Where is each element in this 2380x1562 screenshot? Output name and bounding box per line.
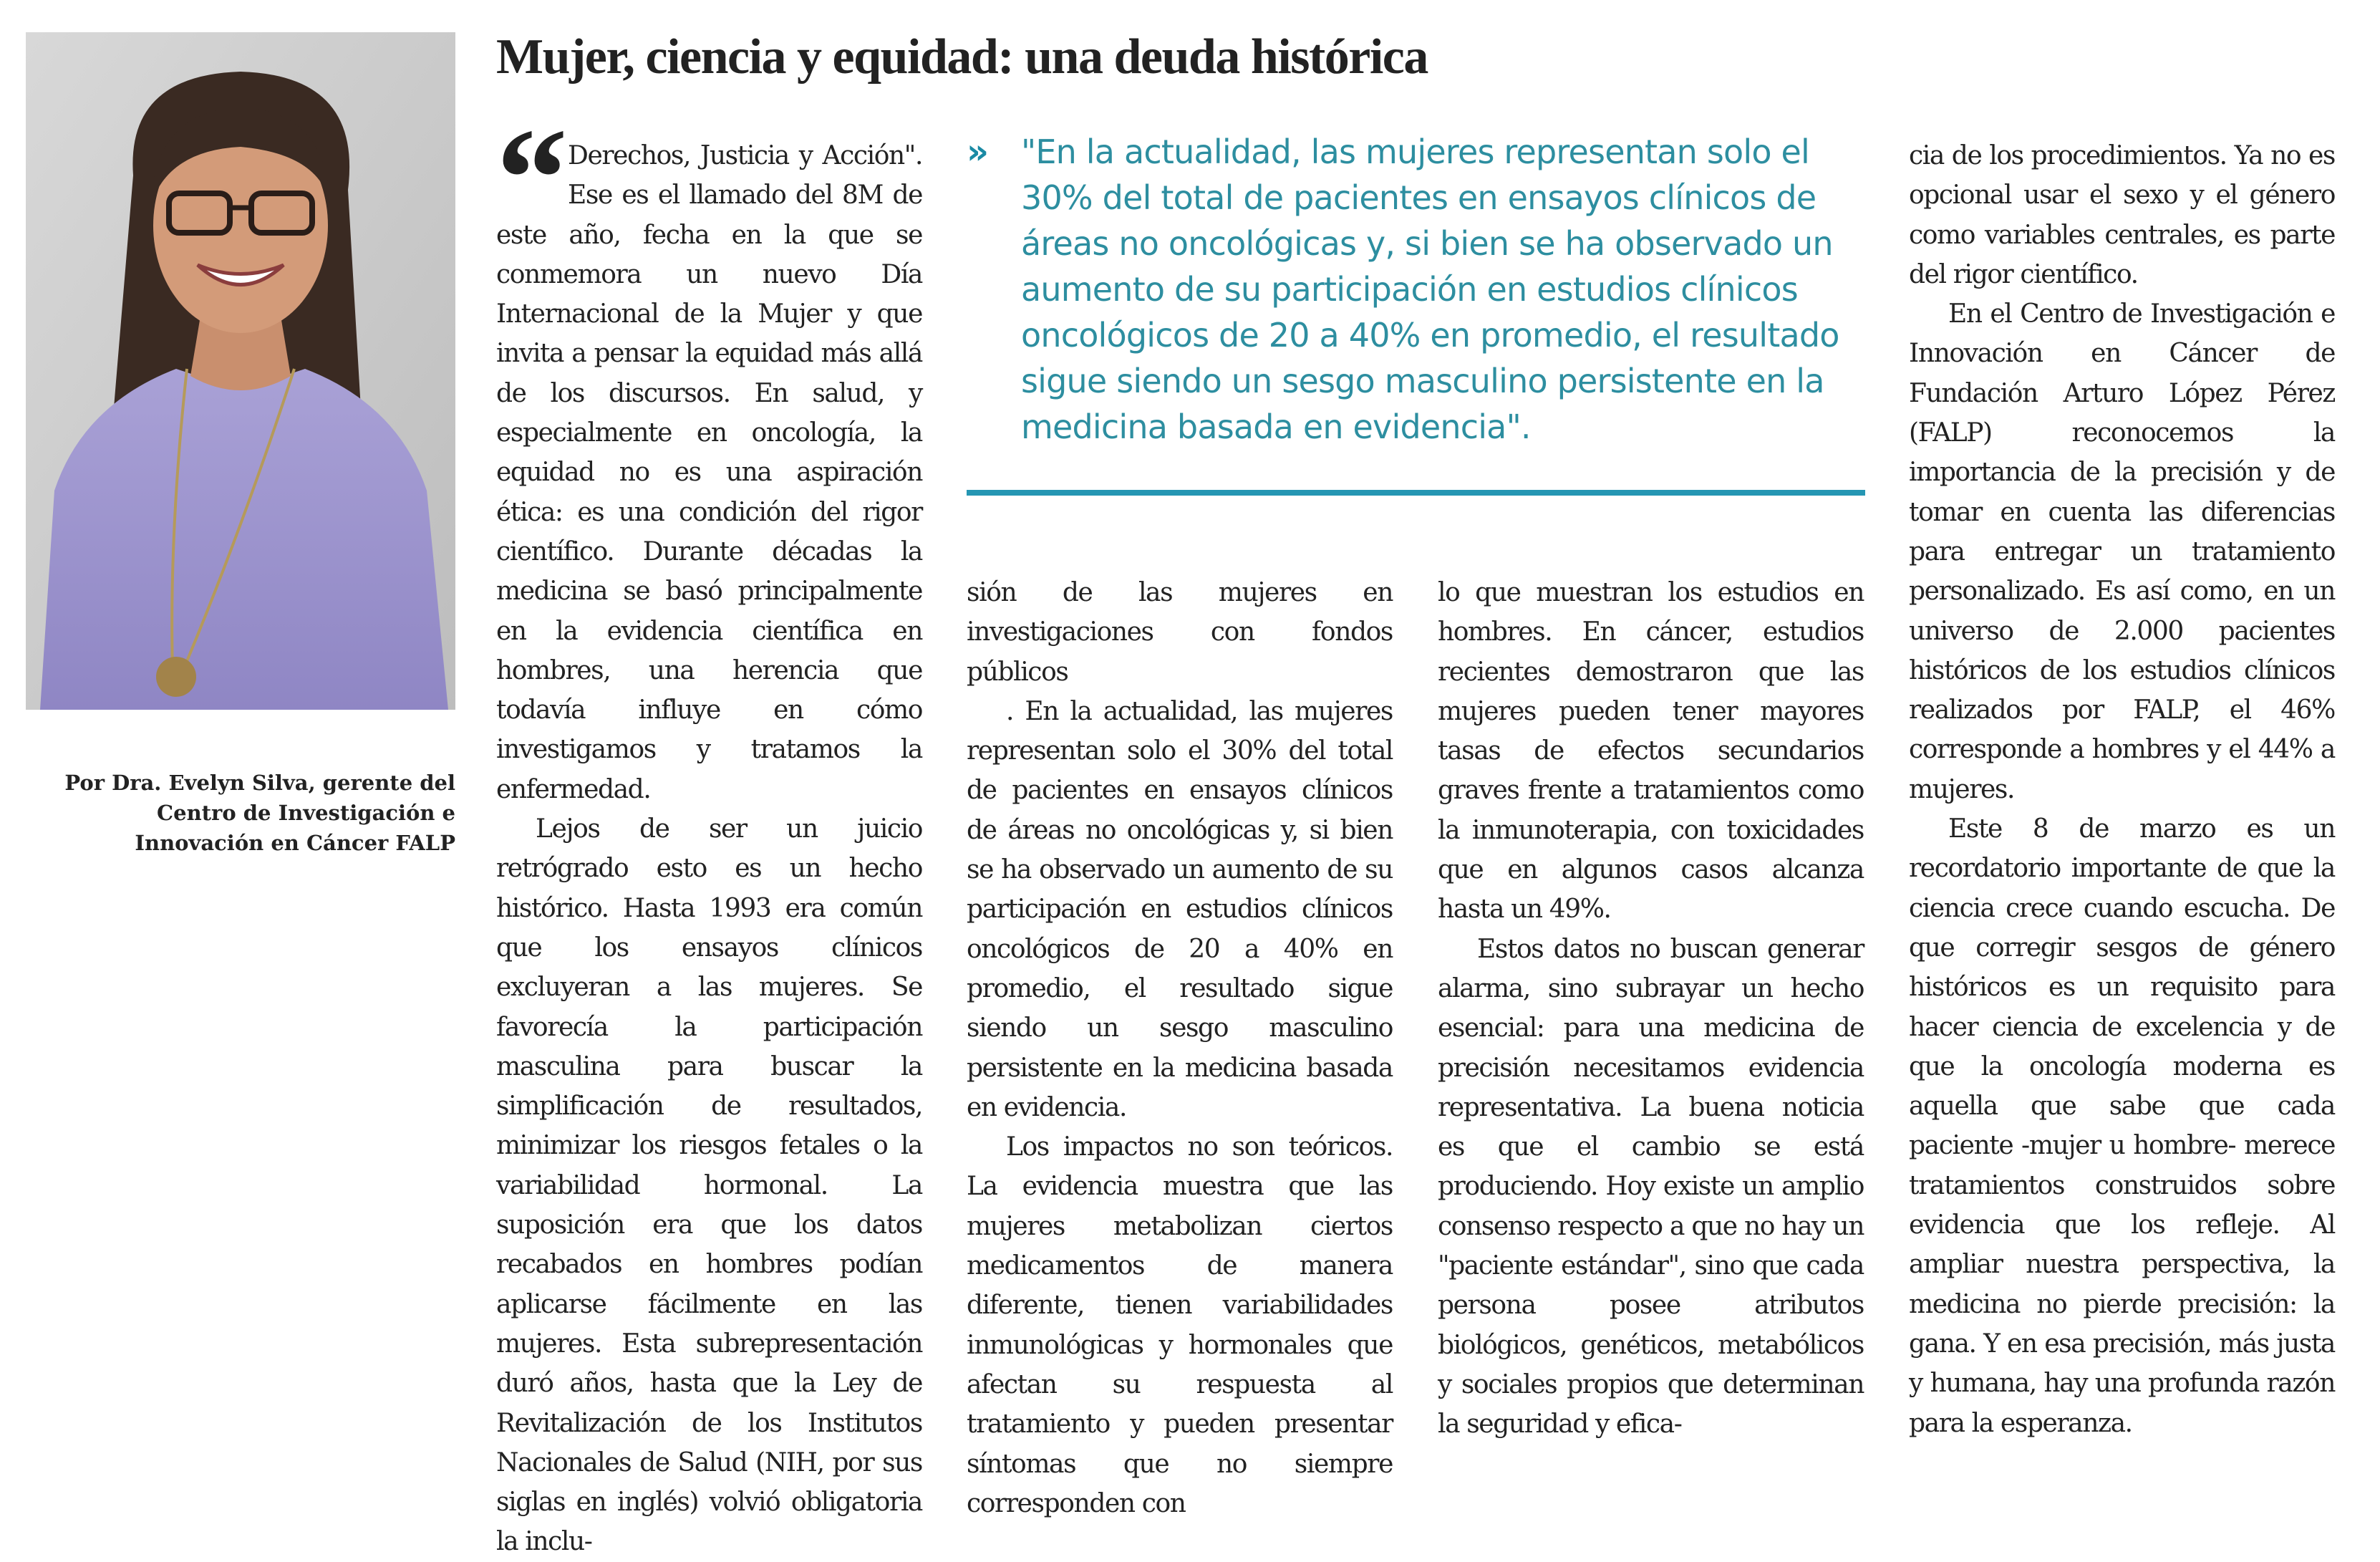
opening-quote-mark: “ [496,100,553,258]
author-photo [26,32,455,710]
col3-paragraph-1: lo que muestran los estudios en hombres. En cáncer, estudios recientes demostraron que las mujeres pueden tener mayores tasas de efectos secundarios graves frente a tratamientos como la inmunoterapia, con toxicidades que en algunos casos alcanza hasta un 49%. [1438,578,1864,925]
pull-quote-text: "En la actualidad, las mujeres representan solo el 30% del total de pacientes en ensayos clínicos de áreas no oncológicas y, si bien se ha observado un aumento de su participación en estudios clínicos oncológicos de 20 a 40% en promedio, el resultado sigue siendo un sesgo masculino persistente en la medicina basada en evidencia". [1021,132,1839,446]
pull-quote-rule [967,490,1865,496]
col2-paragraph-1: sión de las mujeres en investigaciones con fondos públicos [967,578,1393,687]
col4-paragraph-2: En el Centro de Investigación e Innovación en Cáncer de Fundación Arturo López Pérez (FALP) reconocemos la importancia de la precisión y de tomar en cuenta las diferencias para entregar un tratamiento personalizado. Es así como, en un universo de 2.000 pacientes históricos de los estudios clínicos realizados por FALP, el 46% corresponde a hombres y el 44% a mujeres. [1909,299,2335,804]
col3-paragraph-2: Estos datos no buscan generar alarma, sino subrayar un hecho esencial: para una medicina de precisión necesitamos evidencia representativa. La buena noticia es que el cambio se está produciendo. Hoy existe un amplio consenso respecto a que no hay un "paciente estándar", sino que cada persona posee atributos biológicos, genéticos, metabólicos y sociales propios que determinan la seguridad y efica- [1438,934,1864,1440]
col4-paragraph-1: cia de los procedimientos. Ya no es opcional usar el sexo y el género como variables centrales, es parte del rigor científico. [1909,141,2335,289]
col2-paragraph-2: . En la actualidad, las mujeres representan solo el 30% del total de pacientes en ensayos clínicos de áreas no oncológicas y, si bien se ha observado un aumento de su participación en estudios clínicos oncológicos de 20 a 40% en promedio, el resultado sigue siendo un sesgo masculino persistente en la medicina basada en evidencia. [967,696,1393,1122]
pull-quote-marker-icon: » [967,132,984,172]
article-column-1 [496,100,922,1562]
article-column-3 [1438,573,1864,1445]
portrait-photo-icon [26,32,455,710]
article-column-2 [967,573,1393,1523]
col2-paragraph-3: Los impactos no son teóricos. La evidencia muestra que las mujeres metabolizan ciertos medicamentos de manera diferente, tienen variabilidades inmunológicas y hormonales que afectan su respuesta al tratamiento y pueden presentar síntomas que no siempre corresponden con [967,1132,1393,1518]
col1-paragraph-2: Lejos de ser un juicio retrógrado esto es un hecho histórico. Hasta 1993 era común que los ensayos clínicos excluyeran a las mujeres. Se favorecía la participación masculina para buscar la simplificación de resultados, minimizar los riesgos fetales o la variabilidad hormonal. La suposición era que los datos recabados en hombres podían aplicarse fácilmente en las mujeres. Esta subrepresentación duró años, hasta que la Ley de Revitalización de los Institutos Nacionales de Salud (NIH, por sus siglas en inglés) volvió obligatoria la inclu- [496,814,922,1557]
col1-lead-paragraph: Derechos, Justicia y Acción". Ese es el llamado del 8M de este año, fecha en la que se conmemora un nuevo Día Internacional de la Mujer y que invita a pensar la equidad más allá de los discursos. En salud, y especialmente en oncología, la equidad no es una aspiración ética: es una condición del rigor científico. Durante décadas la medicina se basó principalmente en la evidencia científica en hombres, una herencia que todavía influye en cómo investigamos y tratamos la enfermedad. [496,141,922,804]
article-headline: Mujer, ciencia y equidad: una deuda histórica [496,29,1428,85]
col4-paragraph-3: Este 8 de marzo es un recordatorio importante de que la ciencia crece cuando escucha. De que corregir sesgos de género históricos es un requisito para hacer ciencia de excelencia y de que la oncología moderna es aquella que sabe que cada paciente -mujer u hombre- merece tratamientos construidos sobre evidencia que los refleje. Al ampliar nuestra perspectiva, la medicina no pierde precisión: la gana. Y en esa precisión, más justa y humana, hay una profunda razón para la esperanza. [1909,814,2335,1438]
pull-quote [967,129,1865,450]
article-column-4 [1909,136,2335,1443]
author-byline: Por Dra. Evelyn Silva, gerente del Centro de Investigación e Innovación en Cáncer FALP [64,771,455,855]
